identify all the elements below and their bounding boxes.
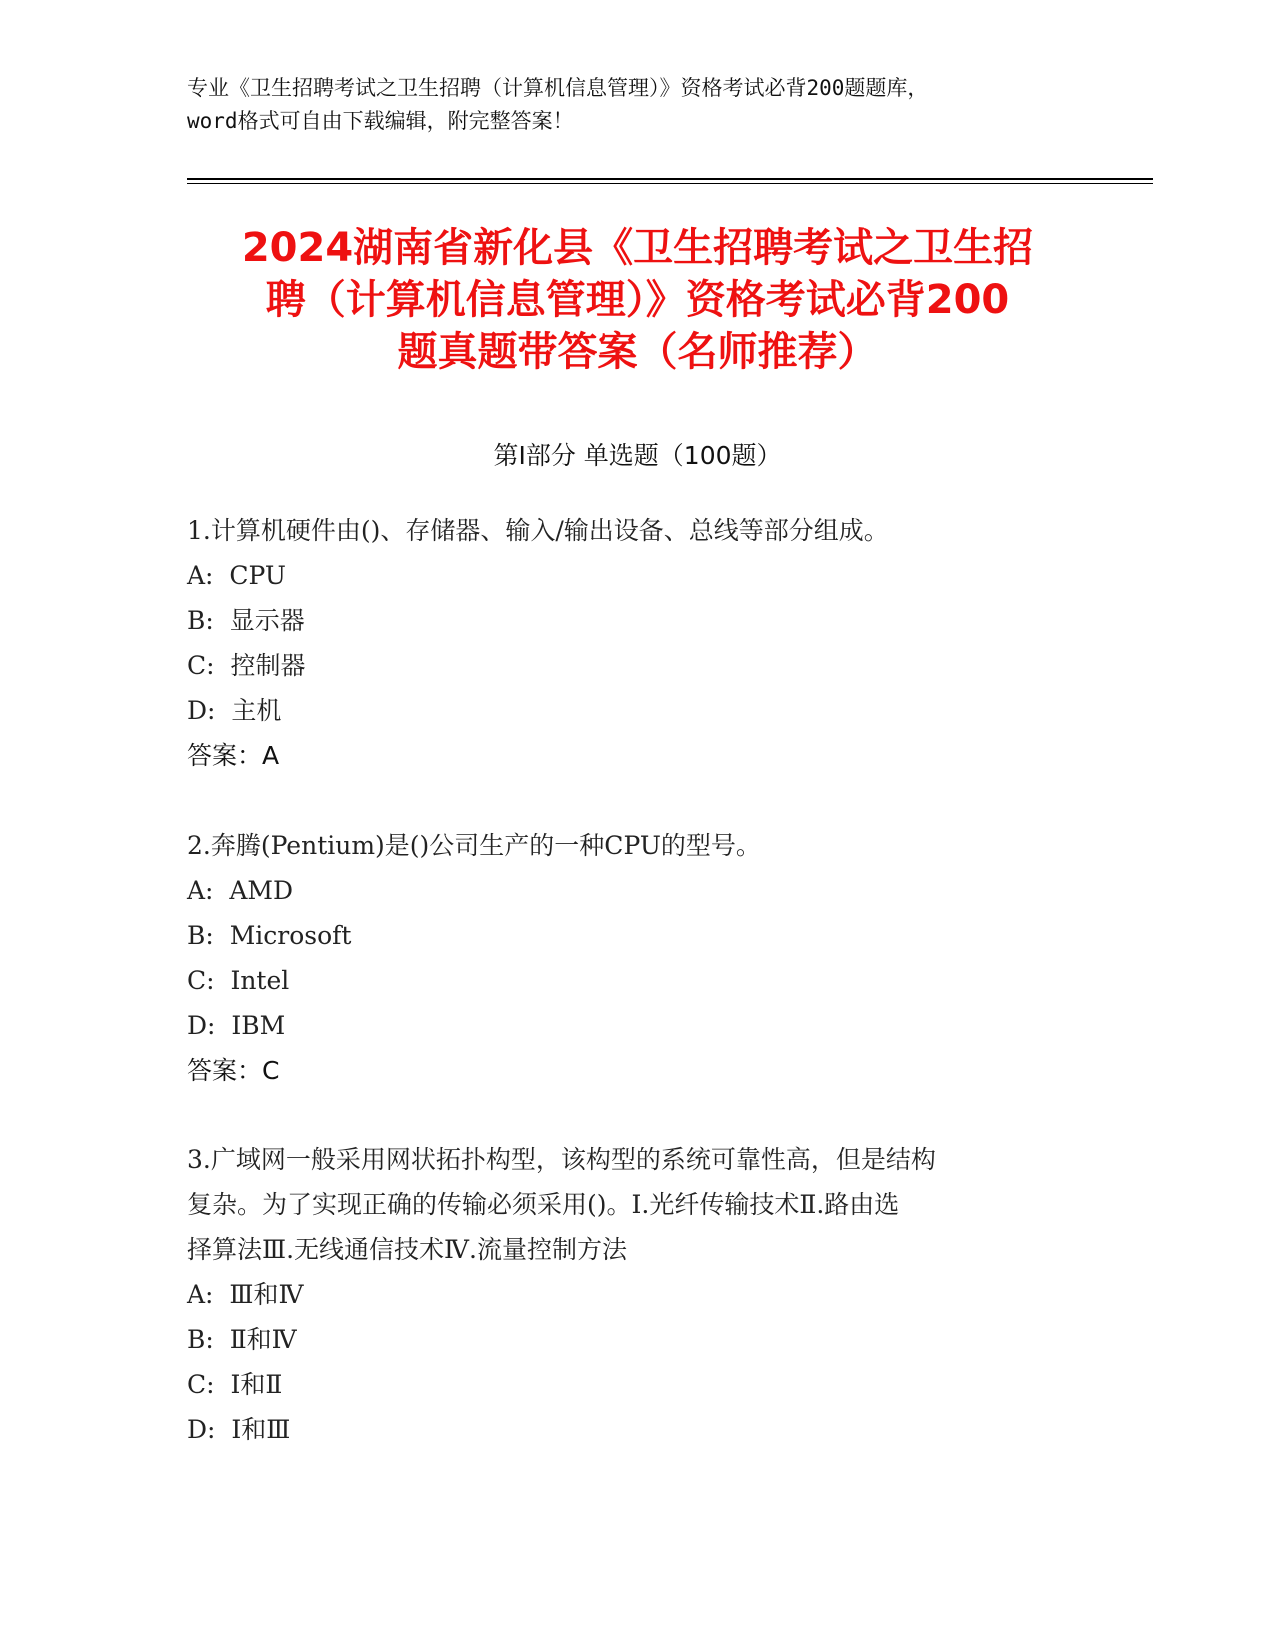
question-stem-line-3: 择算法Ⅲ.无线通信技术Ⅳ.流量控制方法 [187,1235,627,1264]
header-divider-thin [187,183,1153,184]
option-d: D: 主机 [187,696,282,725]
answer-line: 答案：C [187,1056,280,1085]
option-d: D: Ⅰ和Ⅲ [187,1415,291,1444]
answer-line: 答案：A [187,741,280,770]
question-2 [187,823,1067,1093]
option-c: C: Intel [187,966,290,995]
document-title [150,222,1125,378]
option-b: B: Ⅱ和Ⅳ [187,1325,297,1354]
option-b: B: Microsoft [187,921,352,950]
header-divider-thick [187,178,1153,180]
document-title-line-1: 2024湖南省新化县《卫生招聘考试之卫生招 [241,225,1034,271]
question-1 [187,508,1067,778]
question-stem-line-1: 3.广域网一般采用网状拓扑构型，该构型的系统可靠性高，但是结构 [187,1145,936,1174]
header-note-line-1: 专业《卫生招聘考试之卫生招聘（计算机信息管理）》资格考试必背200题题库， [187,76,929,100]
document-title-line-2: 聘（计算机信息管理）》资格考试必背200 [265,277,1010,323]
question-stem: 2.奔腾(Pentium)是()公司生产的一种CPU的型号。 [187,831,761,860]
option-a: A: AMD [187,876,294,905]
question-stem: 1.计算机硬件由()、存储器、输入/输出设备、总线等部分组成。 [187,516,889,545]
question-3 [187,1137,1067,1452]
option-a: A: Ⅲ和Ⅳ [187,1280,304,1309]
option-c: C: 控制器 [187,651,306,680]
question-stem-line-2: 复杂。为了实现正确的传输必须采用()。Ⅰ.光纤传输技术Ⅱ.路由选 [187,1190,900,1219]
option-b: B: 显示器 [187,606,305,635]
header-note [187,72,1087,138]
option-c: C: Ⅰ和Ⅱ [187,1370,283,1399]
option-a: A: CPU [187,561,286,590]
section-heading: 第Ⅰ部分 单选题（100题） [493,441,782,470]
option-d: D: IBM [187,1011,286,1040]
header-note-line-2: word格式可自由下载编辑，附完整答案！ [187,109,574,133]
document-title-line-3: 题真题带答案（名师推荐） [397,329,878,375]
